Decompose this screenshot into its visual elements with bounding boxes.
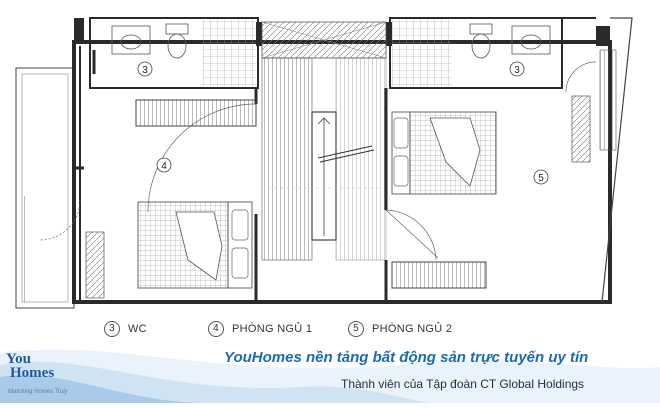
legend-number: 5 <box>348 321 364 337</box>
room-label-wc-right: 3 <box>514 65 520 76</box>
wc-left <box>90 18 258 88</box>
right-balcony <box>600 18 632 302</box>
brand-title: YouHomes nền tảng bất động sản trực tuyến uy tín <box>224 349 589 366</box>
logo-line-2: Homes <box>10 365 55 381</box>
legend-label: WC <box>128 323 147 335</box>
legend-label: PHÒNG NGỦ 2 <box>372 323 453 335</box>
left-balcony <box>16 68 74 308</box>
logo-line-1: You <box>6 351 32 367</box>
room-label-bedroom-2: 5 <box>538 173 544 184</box>
bed-bedroom-1 <box>138 202 252 288</box>
legend-number: 3 <box>104 321 120 337</box>
room-label-wc-left: 3 <box>142 65 148 76</box>
wc-right <box>390 18 596 88</box>
legend-item-wc <box>104 318 147 340</box>
legend-item-bedroom-2 <box>348 318 452 340</box>
legend-item-bedroom-1 <box>208 318 312 340</box>
staircase <box>262 22 386 260</box>
logo-tagline: Matching Homes Truly <box>8 389 68 395</box>
bed-bedroom-2 <box>392 112 496 194</box>
legend-number: 4 <box>208 321 224 337</box>
doors <box>40 62 596 260</box>
legend-label: PHÒNG NGỦ 1 <box>232 323 313 335</box>
room-label-bedroom-1: 4 <box>161 161 167 172</box>
youhomes-logo[interactable] <box>6 352 54 380</box>
brand-subtitle: Thành viên của Tập đoàn CT Global Holdings <box>341 377 585 391</box>
